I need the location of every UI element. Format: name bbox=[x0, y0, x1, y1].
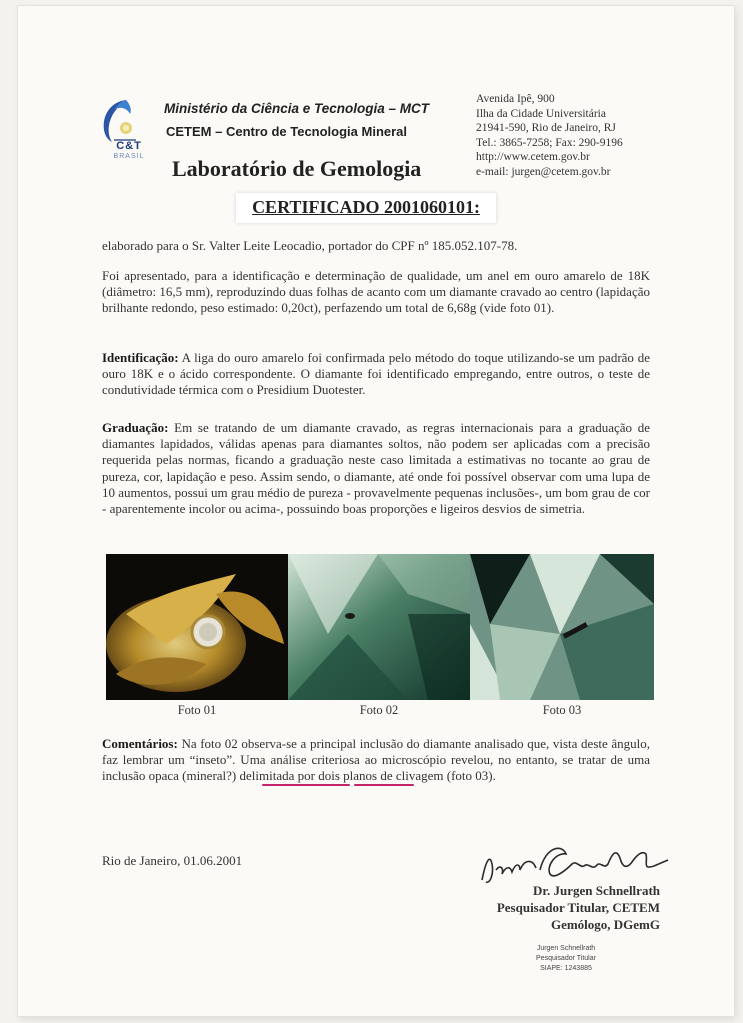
ministry-name: Ministério da Ciência e Tecnologia – MCT bbox=[164, 101, 430, 116]
identification-paragraph bbox=[102, 350, 650, 399]
official-stamp bbox=[516, 944, 616, 974]
lab-name: Laboratório de Gemologia bbox=[172, 156, 422, 181]
comments-label: Comentários: bbox=[102, 736, 178, 751]
address-line: 21941-590, Rio de Janeiro, RJ bbox=[476, 122, 616, 134]
signature-block bbox=[470, 882, 660, 933]
red-underline-annotation bbox=[354, 784, 414, 786]
grading-paragraph bbox=[102, 420, 650, 517]
photo-03 bbox=[470, 554, 654, 700]
description-paragraph: Foi apresentado, para a identificação e determinação de qualidade, um anel em ouro amarelo de 18K (diâmetro: 16,5 mm), reproduzindo duas folhas de acanto com um diamante cravado ao centro (lapidação brilhante redondo, peso estimado: 0,20ct), perfazendo um total de 6,68g (vide foto 01). bbox=[102, 268, 650, 316]
logo-name: C&T bbox=[116, 140, 142, 152]
grading-label: Graduação: bbox=[102, 420, 169, 435]
intro-paragraph: elaborado para o Sr. Valter Leite Leocadio, portador do CPF nº 185.052.107-78. bbox=[102, 238, 518, 253]
email-link[interactable]: e-mail: jurgen@cetem.gov.br bbox=[476, 165, 611, 178]
red-underline-annotation bbox=[262, 784, 350, 786]
comments-paragraph bbox=[102, 736, 650, 785]
address-block bbox=[476, 92, 623, 179]
address-line: Ilha da Cidade Universitária bbox=[476, 107, 606, 120]
stamp-line: Pesquisador Titular bbox=[536, 955, 596, 962]
certificate-title: CERTIFICADO 2001060101: bbox=[252, 197, 480, 217]
stamp-line: Jurgen Schnellrath bbox=[536, 945, 596, 952]
logo-subtitle: BRASIL bbox=[113, 153, 145, 160]
photo-02 bbox=[288, 554, 470, 700]
grading-text: Em se tratando de um diamante cravado, as regras internacionais para a graduação de diamantes lapidados, válidas apenas para diamantes soltos, não podem ser aplicadas com a precisão requerida pelas normas, ficando a graduação neste caso limitada a estimativas no tocante ao grau de pureza, cor, lapidação e peso. Assim sendo, o diamante, até onde foi possível observar com uma lupa de 10 aumentos, possui um grau médio de pureza - provavelmente pequenas inclusões-, um bom grau de cor - aparentemente incolor ou acima-, possuindo boas proporções e ligeiros desvios de simetria. bbox=[102, 420, 651, 517]
photo-01-caption: Foto 01 bbox=[177, 703, 217, 717]
address-line: Avenida Ipê, 900 bbox=[476, 93, 555, 105]
identification-text: A liga do ouro amarelo foi confirmada pelo método do toque utilizando-se um padrão de ouro 18K e o ácido correspondente. O diamante foi identificado empregando, entre outros, o teste de condutividade térmica com o Presidium Duotester. bbox=[102, 350, 650, 398]
photo-02-caption: Foto 02 bbox=[359, 703, 399, 717]
website-link[interactable]: http://www.cetem.gov.br bbox=[476, 151, 590, 163]
center-name: CETEM – Centro de Tecnologia Mineral bbox=[166, 124, 408, 139]
address-line: Tel.: 3865-7258; Fax: 290-9196 bbox=[476, 136, 623, 149]
comments-text: Na foto 02 observa-se a principal inclusão do diamante analisado que, vista deste ângulo, faz lembrar um “inseto”. Uma análise criteriosa ao microscópio revelou, no entanto, se tratar de uma inclusão opaca (mineral?) delimitada por dois planos de clivagem (foto 03). bbox=[102, 736, 650, 784]
photo-01 bbox=[106, 554, 288, 700]
stamp-line: SIAPE: 1243885 bbox=[540, 965, 592, 972]
place-date: Rio de Janeiro, 01.06.2001 bbox=[102, 853, 243, 868]
signer-role: Pesquisador Titular, CETEM bbox=[496, 900, 660, 915]
signer-name: Dr. Jurgen Schnellrath bbox=[533, 883, 660, 898]
identification-label: Identificação: bbox=[102, 350, 179, 365]
photo-03-caption: Foto 03 bbox=[542, 703, 582, 717]
signer-title: Gemólogo, DGemG bbox=[550, 917, 660, 932]
